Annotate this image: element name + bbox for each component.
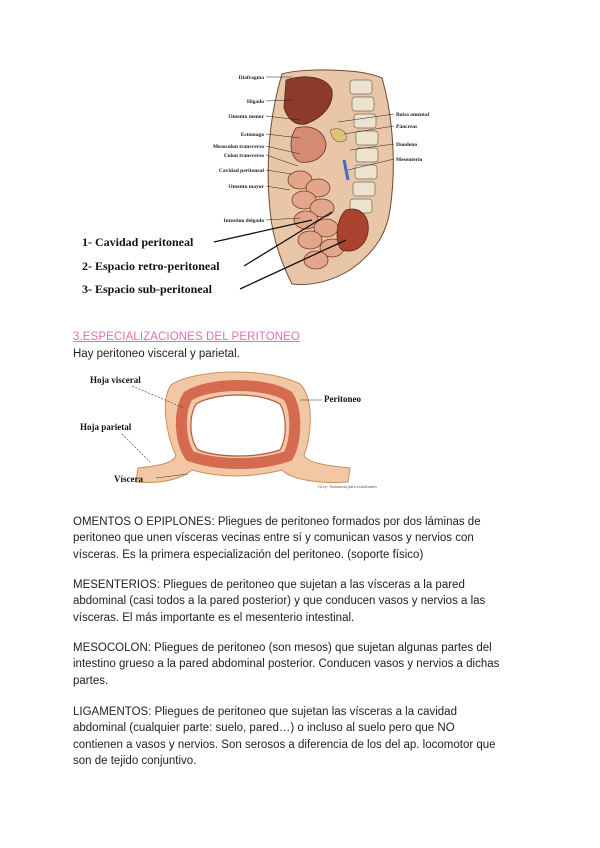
label-higado: Hígado [246, 99, 264, 105]
label-hoja-visceral: Hoja visceral [90, 375, 141, 385]
paragraph-mesocolon [73, 640, 533, 689]
section-title-link[interactable]: 3.ESPECIALIZACIONES DEL PERITONEO [73, 331, 300, 343]
label-cavidad-peritoneal: Cavidad peritoneal [218, 168, 264, 174]
label-omento-mayor: Omento mayor [228, 184, 264, 190]
label-peritoneo: Peritoneo [324, 394, 361, 404]
paragraph-line: abdominal (casi todos a la pared posterior) y que conducen vasos y nervios a las [73, 595, 486, 608]
label-colon-transverso: Colon transverso [223, 153, 264, 159]
label-mesenterio: Mesenterio [396, 157, 423, 163]
paragraph-mesenterios [73, 577, 533, 626]
legend-item-1: 1- Cavidad peritoneal [82, 235, 194, 249]
label-duodeno: Duodeno [396, 142, 418, 148]
paragraph-line: vísceras. Es la primera especialización del peritoneo. (soporte físico) [73, 548, 424, 561]
label-omento-menor: Omento menor [228, 114, 264, 120]
peritoneum-layers-diagram [60, 364, 420, 494]
legend-item-2: 2- Espacio retro-peritoneal [82, 259, 220, 273]
paragraph-line: LIGAMENTOS: Pliegues de peritoneo que sujetan las vísceras a la cavidad [73, 706, 457, 718]
label-estomago: Estómago [240, 132, 264, 138]
paragraph-line: intestino grueso a la pared abdominal posterior. Conducen vasos y nervios a dichas [73, 658, 500, 671]
paragraph-omentos [73, 514, 533, 563]
visceral-ring-inner-line [191, 395, 285, 456]
paragraph-line: OMENTOS O EPIPLONES: Pliegues de peritoneo formados por dos láminas de [73, 516, 481, 528]
label-hoja-parietal: Hoja parietal [80, 422, 132, 432]
peritoneum-sagittal-diagram [60, 60, 450, 305]
section-intro: Hay peritoneo visceral y parietal. [73, 348, 240, 360]
label-intestino-delgado: Intestino delgado [223, 218, 264, 224]
figure-credit: Grey: Anatomía para estudiantes [318, 484, 377, 489]
label-diafragma: Diafragma [238, 75, 264, 81]
paragraph-line: vísceras. El más importante es el mesenterio intestinal. [73, 611, 355, 624]
paragraph-line: MESOCOLON: Pliegues de peritoneo (son mesos) que sujetan algunas partes del [73, 642, 492, 654]
label-pancreas: Páncreas [396, 124, 418, 130]
legend-item-3: 3- Espacio sub-peritoneal [82, 282, 213, 296]
paragraph-line: abdominal (cualquier parte: suelo, pared…) o incluso al suelo pero que NO [73, 722, 455, 735]
paragraph-ligamentos [73, 704, 533, 769]
paragraph-line: peritoneo que unen vísceras vecinas entre sí y comunican vasos y nervios con [73, 532, 474, 545]
label-mesocolon-transverso: Mesocolon transverso [212, 144, 264, 150]
label-viscera: Víscera [114, 474, 143, 484]
label-bolsa-omental: Bolsa omental [396, 112, 430, 118]
paragraph-line: contienen a vasos y nervios. Son serosos a diferencia de los del ap. locomotor que [73, 738, 496, 751]
paragraph-line: son de tejido conjuntivo. [73, 754, 197, 767]
paragraph-line: partes. [73, 674, 109, 687]
paragraph-line: MESENTERIOS: Pliegues de peritoneo que sujetan a las vísceras a la pared [73, 579, 465, 591]
